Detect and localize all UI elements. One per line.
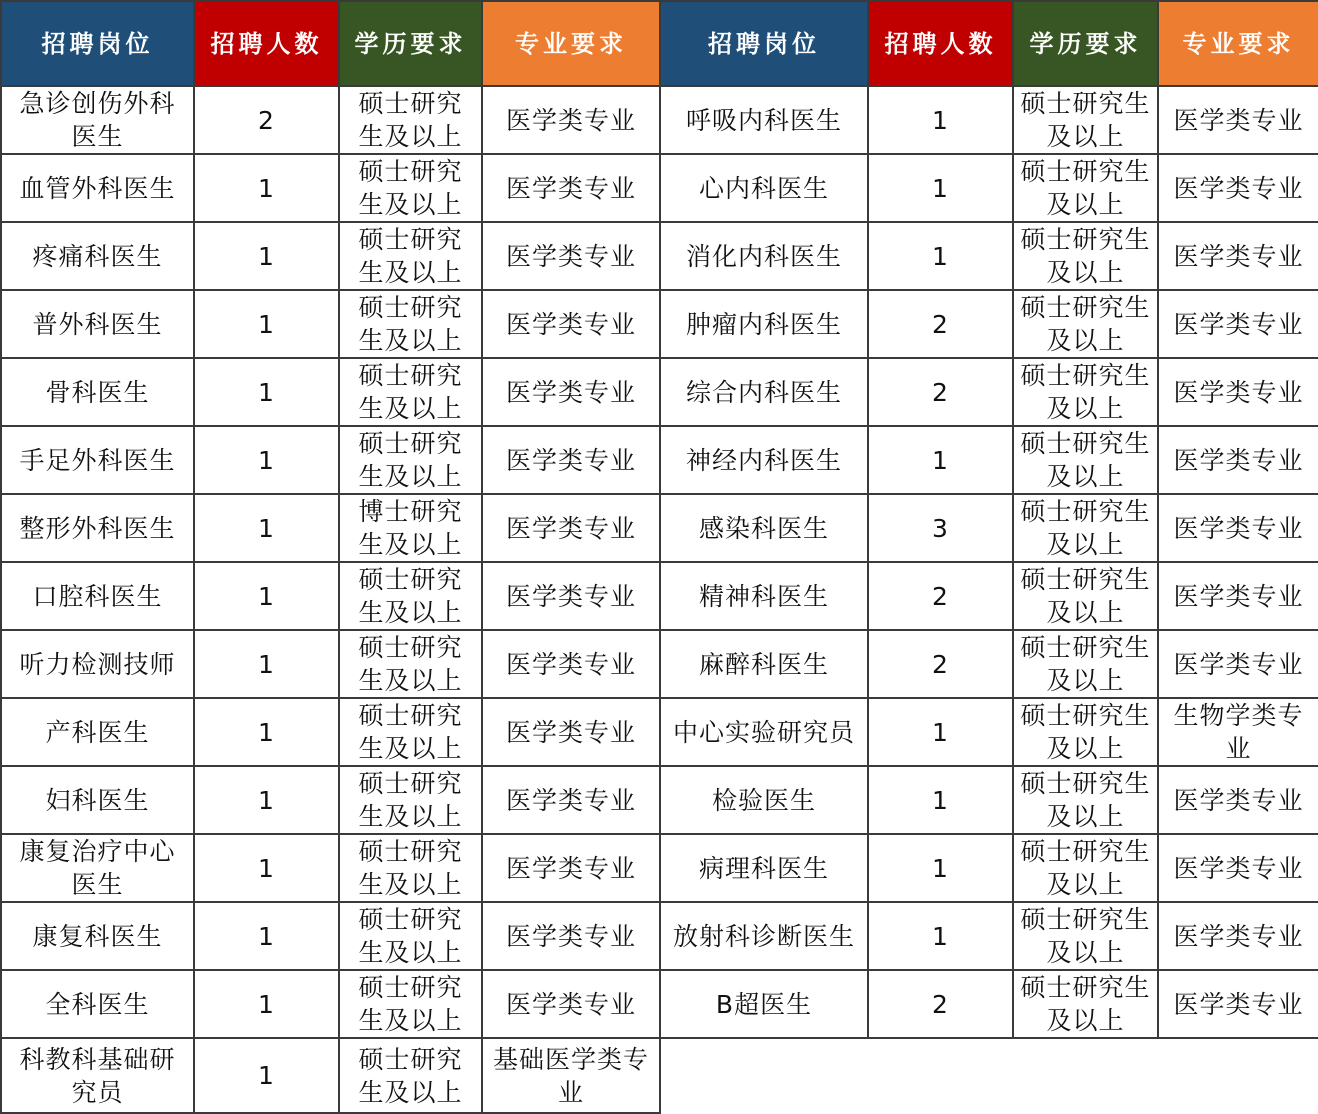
right-position-cell: 呼吸内科医生 (660, 86, 868, 154)
right-education-cell: 硕士研究生及以上 (1013, 562, 1158, 630)
right-count-cell: 1 (868, 222, 1013, 290)
header-position-left: 招聘岗位 (1, 1, 194, 86)
right-count-cell: 1 (868, 698, 1013, 766)
left-count-cell: 1 (194, 698, 339, 766)
table-row (1, 902, 1318, 970)
left-count-cell: 1 (194, 630, 339, 698)
left-count-cell: 1 (194, 358, 339, 426)
left-position-cell: 血管外科医生 (1, 154, 194, 222)
right-education-cell: 硕士研究生及以上 (1013, 494, 1158, 562)
header-education-left: 学历要求 (339, 1, 482, 86)
left-position-cell: 整形外科医生 (1, 494, 194, 562)
right-major-cell: 生物学类专业 (1158, 698, 1318, 766)
left-education-cell: 硕士研究生及以上 (339, 834, 482, 902)
right-position-cell: 肿瘤内科医生 (660, 290, 868, 358)
table-row (1, 1038, 1318, 1113)
right-education-cell: 硕士研究生及以上 (1013, 766, 1158, 834)
right-position-cell: B超医生 (660, 970, 868, 1038)
right-education-cell: 硕士研究生及以上 (1013, 426, 1158, 494)
table-row (1, 358, 1318, 426)
right-major-cell: 医学类专业 (1158, 358, 1318, 426)
right-position-cell: 心内科医生 (660, 154, 868, 222)
left-major-cell: 医学类专业 (482, 222, 660, 290)
table-row (1, 222, 1318, 290)
table-row (1, 290, 1318, 358)
left-major-cell: 医学类专业 (482, 154, 660, 222)
right-education-cell: 硕士研究生及以上 (1013, 290, 1158, 358)
right-major-cell: 医学类专业 (1158, 494, 1318, 562)
right-education-cell: 硕士研究生及以上 (1013, 834, 1158, 902)
right-count-cell: 1 (868, 834, 1013, 902)
left-major-cell: 医学类专业 (482, 494, 660, 562)
right-position-cell: 神经内科医生 (660, 426, 868, 494)
table-row (1, 698, 1318, 766)
right-count-cell: 1 (868, 766, 1013, 834)
right-position-cell: 综合内科医生 (660, 358, 868, 426)
table-row (1, 86, 1318, 154)
left-major-cell: 医学类专业 (482, 766, 660, 834)
header-count-left: 招聘人数 (194, 1, 339, 86)
table-row (1, 970, 1318, 1038)
right-major-cell: 医学类专业 (1158, 86, 1318, 154)
left-major-cell: 医学类专业 (482, 358, 660, 426)
left-major-cell: 医学类专业 (482, 698, 660, 766)
left-position-cell: 全科医生 (1, 970, 194, 1038)
right-education-cell: 硕士研究生及以上 (1013, 902, 1158, 970)
right-count-cell: 1 (868, 902, 1013, 970)
header-major-left: 专业要求 (482, 1, 660, 86)
left-education-cell: 硕士研究生及以上 (339, 426, 482, 494)
right-education-cell: 硕士研究生及以上 (1013, 86, 1158, 154)
left-position-cell: 疼痛科医生 (1, 222, 194, 290)
left-major-cell: 医学类专业 (482, 630, 660, 698)
right-major-cell: 医学类专业 (1158, 834, 1318, 902)
left-major-cell: 医学类专业 (482, 86, 660, 154)
left-count-cell: 2 (194, 86, 339, 154)
right-education-cell: 硕士研究生及以上 (1013, 358, 1158, 426)
left-education-cell: 硕士研究生及以上 (339, 562, 482, 630)
right-count-cell: 2 (868, 970, 1013, 1038)
table-row (1, 766, 1318, 834)
left-education-cell: 硕士研究生及以上 (339, 86, 482, 154)
right-education-cell: 硕士研究生及以上 (1013, 630, 1158, 698)
table-row (1, 834, 1318, 902)
right-education-cell: 硕士研究生及以上 (1013, 154, 1158, 222)
header-education-right: 学历要求 (1013, 1, 1158, 86)
right-count-cell: 3 (868, 494, 1013, 562)
right-position-cell: 放射科诊断医生 (660, 902, 868, 970)
right-position-cell: 病理科医生 (660, 834, 868, 902)
right-major-cell: 医学类专业 (1158, 154, 1318, 222)
left-major-cell: 医学类专业 (482, 834, 660, 902)
left-major-cell: 基础医学类专业 (482, 1038, 660, 1113)
left-count-cell: 1 (194, 970, 339, 1038)
left-position-cell: 急诊创伤外科医生 (1, 86, 194, 154)
right-position-cell: 精神科医生 (660, 562, 868, 630)
left-major-cell: 医学类专业 (482, 562, 660, 630)
right-major-cell: 医学类专业 (1158, 630, 1318, 698)
right-position-cell: 消化内科医生 (660, 222, 868, 290)
left-education-cell: 硕士研究生及以上 (339, 766, 482, 834)
right-major-cell: 医学类专业 (1158, 562, 1318, 630)
left-count-cell: 1 (194, 290, 339, 358)
right-count-cell: 2 (868, 358, 1013, 426)
left-count-cell: 1 (194, 766, 339, 834)
left-major-cell: 医学类专业 (482, 902, 660, 970)
left-education-cell: 硕士研究生及以上 (339, 698, 482, 766)
left-education-cell: 硕士研究生及以上 (339, 1038, 482, 1113)
left-education-cell: 硕士研究生及以上 (339, 290, 482, 358)
left-major-cell: 医学类专业 (482, 970, 660, 1038)
right-count-cell: 1 (868, 154, 1013, 222)
left-education-cell: 博士研究生及以上 (339, 494, 482, 562)
empty-area (660, 1038, 1318, 1113)
table-row (1, 562, 1318, 630)
left-count-cell: 1 (194, 222, 339, 290)
right-count-cell: 2 (868, 562, 1013, 630)
table-row (1, 154, 1318, 222)
table-row (1, 630, 1318, 698)
left-count-cell: 1 (194, 494, 339, 562)
left-position-cell: 骨科医生 (1, 358, 194, 426)
right-education-cell: 硕士研究生及以上 (1013, 970, 1158, 1038)
right-position-cell: 麻醉科医生 (660, 630, 868, 698)
left-position-cell: 妇科医生 (1, 766, 194, 834)
right-education-cell: 硕士研究生及以上 (1013, 222, 1158, 290)
right-count-cell: 2 (868, 290, 1013, 358)
left-position-cell: 听力检测技师 (1, 630, 194, 698)
table-row (1, 426, 1318, 494)
left-count-cell: 1 (194, 562, 339, 630)
left-education-cell: 硕士研究生及以上 (339, 222, 482, 290)
right-major-cell: 医学类专业 (1158, 970, 1318, 1038)
left-major-cell: 医学类专业 (482, 290, 660, 358)
left-count-cell: 1 (194, 902, 339, 970)
right-count-cell: 2 (868, 630, 1013, 698)
right-major-cell: 医学类专业 (1158, 766, 1318, 834)
right-major-cell: 医学类专业 (1158, 426, 1318, 494)
left-education-cell: 硕士研究生及以上 (339, 970, 482, 1038)
right-major-cell: 医学类专业 (1158, 290, 1318, 358)
left-education-cell: 硕士研究生及以上 (339, 902, 482, 970)
left-position-cell: 产科医生 (1, 698, 194, 766)
right-count-cell: 1 (868, 86, 1013, 154)
left-position-cell: 康复科医生 (1, 902, 194, 970)
header-position-right: 招聘岗位 (660, 1, 868, 86)
right-education-cell: 硕士研究生及以上 (1013, 698, 1158, 766)
left-education-cell: 硕士研究生及以上 (339, 154, 482, 222)
right-position-cell: 感染科医生 (660, 494, 868, 562)
left-education-cell: 硕士研究生及以上 (339, 358, 482, 426)
header-row (1, 1, 1318, 86)
left-education-cell: 硕士研究生及以上 (339, 630, 482, 698)
left-major-cell: 医学类专业 (482, 426, 660, 494)
left-count-cell: 1 (194, 834, 339, 902)
left-count-cell: 1 (194, 1038, 339, 1113)
left-count-cell: 1 (194, 426, 339, 494)
table-row (1, 494, 1318, 562)
header-major-right: 专业要求 (1158, 1, 1318, 86)
right-position-cell: 中心实验研究员 (660, 698, 868, 766)
right-count-cell: 1 (868, 426, 1013, 494)
left-position-cell: 口腔科医生 (1, 562, 194, 630)
right-position-cell: 检验医生 (660, 766, 868, 834)
right-major-cell: 医学类专业 (1158, 902, 1318, 970)
left-position-cell: 手足外科医生 (1, 426, 194, 494)
right-major-cell: 医学类专业 (1158, 222, 1318, 290)
left-position-cell: 康复治疗中心医生 (1, 834, 194, 902)
header-count-right: 招聘人数 (868, 1, 1013, 86)
left-position-cell: 普外科医生 (1, 290, 194, 358)
left-position-cell: 科教科基础研究员 (1, 1038, 194, 1113)
left-count-cell: 1 (194, 154, 339, 222)
